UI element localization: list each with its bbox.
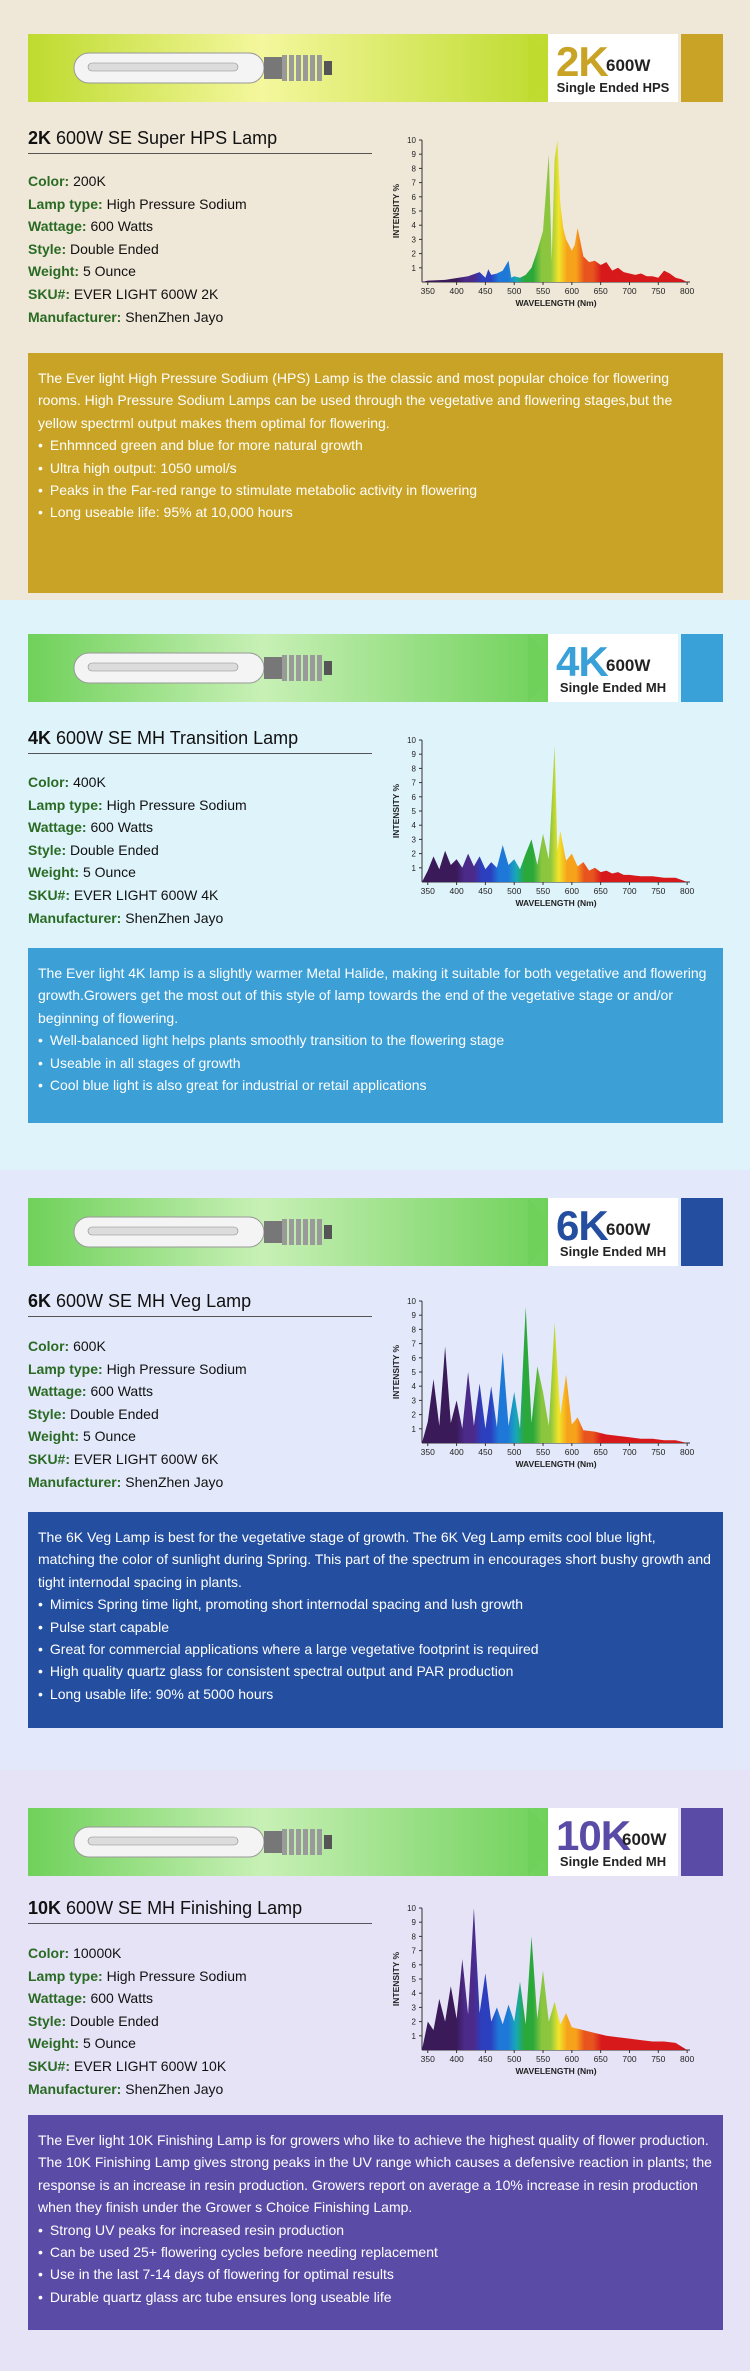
banner-color-bar bbox=[681, 1808, 723, 1876]
spec-value: Double Ended bbox=[66, 2012, 159, 2029]
spec-value: 600K bbox=[69, 1338, 106, 1354]
feature-list bbox=[38, 1029, 713, 1096]
feature-item: • Use in the last 7-14 days of flowering for optimal results bbox=[38, 2263, 713, 2285]
spec-key: SKU#: bbox=[28, 2057, 71, 2074]
spec-row bbox=[28, 238, 247, 261]
x-tick-label: 800 bbox=[680, 886, 695, 896]
y-tick-label: 1 bbox=[411, 2031, 416, 2041]
spec-list bbox=[28, 170, 247, 328]
x-tick-label: 750 bbox=[651, 286, 666, 296]
description-text: The Ever light High Pressure Sodium (HPS) Lamp is the classic and most popular choice for flowering rooms. High Pressure Sodium Lamps can be used through the vegetative and flowering stages,but the yellow spectrml output makes them optimal for flowering. bbox=[38, 370, 673, 431]
x-tick-label: 750 bbox=[651, 886, 666, 896]
description-box bbox=[28, 2115, 723, 2330]
x-axis-label: WAVELENGTH (Nm) bbox=[515, 298, 597, 308]
feature-item: • Useable in all stages of growth bbox=[38, 1052, 713, 1074]
feature-item: • Long useable life: 95% at 10,000 hours bbox=[38, 501, 713, 523]
feature-item: • Cool blue light is also great for industrial or retail applications bbox=[38, 1074, 713, 1096]
y-tick-label: 1 bbox=[411, 863, 416, 873]
lamp-image bbox=[68, 39, 338, 97]
spec-key: Weight: bbox=[28, 864, 80, 881]
spectrum-area bbox=[422, 140, 687, 282]
spec-row bbox=[28, 2010, 247, 2033]
spec-key: Style: bbox=[28, 1405, 67, 1422]
y-tick-label: 4 bbox=[411, 821, 416, 831]
lamp-watt-label: 600W bbox=[606, 1220, 651, 1239]
y-tick-label: 2 bbox=[411, 849, 416, 859]
y-tick-label: 8 bbox=[411, 764, 416, 774]
y-axis-label: INTENSITY % bbox=[391, 1344, 401, 1400]
spec-list bbox=[28, 1942, 247, 2100]
y-tick-label: 3 bbox=[411, 1396, 416, 1406]
x-tick-label: 650 bbox=[593, 286, 608, 296]
lamp-type-label: Single Ended HPS bbox=[556, 80, 670, 95]
y-tick-label: 4 bbox=[411, 221, 416, 231]
spec-key: Wattage: bbox=[28, 1990, 87, 2007]
y-tick-label: 6 bbox=[411, 1353, 416, 1363]
x-tick-label: 350 bbox=[420, 1447, 435, 1457]
spec-row bbox=[28, 1942, 247, 1965]
x-tick-label: 350 bbox=[420, 886, 435, 896]
description-box bbox=[28, 1512, 723, 1728]
description-box bbox=[28, 353, 723, 593]
spec-value: Double Ended bbox=[66, 240, 159, 257]
x-tick-label: 500 bbox=[507, 2054, 522, 2064]
x-tick-label: 700 bbox=[622, 2054, 637, 2064]
feature-item: • Ultra high output: 1050 umol/s bbox=[38, 457, 713, 479]
x-tick-label: 800 bbox=[680, 2054, 695, 2064]
y-tick-label: 9 bbox=[411, 750, 416, 760]
spec-value: 600 Watts bbox=[86, 1990, 153, 2007]
banner-color-bar bbox=[681, 1198, 723, 1266]
feature-item: • High quality quartz glass for consistent spectral output and PAR production bbox=[38, 1660, 713, 1682]
x-tick-label: 600 bbox=[564, 2054, 579, 2064]
spec-key: Lamp type: bbox=[28, 1967, 103, 1984]
spec-key: SKU#: bbox=[28, 886, 71, 903]
y-tick-label: 10 bbox=[407, 1297, 416, 1306]
product-title bbox=[28, 1291, 372, 1317]
spec-row bbox=[28, 170, 247, 193]
banner-2k bbox=[28, 34, 723, 102]
x-tick-label: 400 bbox=[449, 1447, 464, 1457]
lamp-image bbox=[68, 1813, 338, 1871]
x-tick-label: 400 bbox=[449, 286, 464, 296]
spec-value: 5 Ounce bbox=[79, 2035, 136, 2052]
spec-key: Manufacturer: bbox=[28, 2080, 122, 2097]
feature-list bbox=[38, 2219, 713, 2309]
chart-svg bbox=[388, 1900, 698, 2080]
description-text: The Ever light 10K Finishing Lamp is for growers who like to achieve the highest quality of flower production. The 10K Finishing Lamp gives strong peaks in the UV range which causes a defensive reaction in plants; the response is an increase in resin production. Growers report on average a 10% increase in resin production when they finish under the Grower s Choice Finishing Lamp. bbox=[38, 2132, 712, 2216]
spec-value: ShenZhen Jayo bbox=[121, 308, 224, 325]
spec-row bbox=[28, 306, 247, 329]
spec-key: Style: bbox=[28, 841, 67, 858]
banner-color-bar bbox=[681, 34, 723, 102]
feature-item: • Strong UV peaks for increased resin production bbox=[38, 2219, 713, 2241]
spec-row bbox=[28, 771, 247, 794]
y-tick-label: 6 bbox=[411, 192, 416, 202]
spec-value: 200K bbox=[69, 173, 106, 189]
x-tick-label: 600 bbox=[564, 1447, 579, 1457]
feature-list bbox=[38, 434, 713, 524]
lamp-type-label: Single Ended MH bbox=[559, 680, 667, 695]
product-title bbox=[28, 128, 372, 154]
spec-row bbox=[28, 260, 247, 283]
x-tick-label: 650 bbox=[593, 2054, 608, 2064]
spec-value: ShenZhen Jayo bbox=[121, 1473, 224, 1490]
y-tick-label: 9 bbox=[411, 1311, 416, 1321]
spec-key: Color: bbox=[28, 1338, 70, 1354]
x-axis-label: WAVELENGTH (Nm) bbox=[515, 1459, 597, 1469]
y-tick-label: 2 bbox=[411, 1410, 416, 1420]
spec-row bbox=[28, 907, 247, 930]
y-tick-label: 6 bbox=[411, 1960, 416, 1970]
y-tick-label: 6 bbox=[411, 792, 416, 802]
banner-label bbox=[548, 1198, 678, 1266]
feature-item: • Well-balanced light helps plants smoothly transition to the flowering stage bbox=[38, 1029, 713, 1051]
x-axis-label: WAVELENGTH (Nm) bbox=[515, 898, 597, 908]
lamp-watt-label: 600W bbox=[622, 1830, 667, 1849]
y-tick-label: 1 bbox=[411, 263, 416, 273]
title-text: 600W SE MH Veg Lamp bbox=[51, 1291, 252, 1311]
title-text: 600W SE Super HPS Lamp bbox=[51, 128, 278, 148]
spec-row bbox=[28, 1380, 247, 1403]
spec-key: SKU#: bbox=[28, 285, 71, 302]
banner-label bbox=[548, 1808, 678, 1876]
y-tick-label: 5 bbox=[411, 807, 416, 816]
lamp-image bbox=[68, 639, 338, 697]
y-tick-label: 10 bbox=[407, 136, 416, 145]
x-tick-label: 750 bbox=[651, 2054, 666, 2064]
lamp-image bbox=[68, 1203, 338, 1261]
x-tick-label: 350 bbox=[420, 286, 435, 296]
banner-label bbox=[548, 34, 678, 102]
x-tick-label: 450 bbox=[478, 286, 493, 296]
spec-key: Style: bbox=[28, 2012, 67, 2029]
spec-key: Color: bbox=[28, 1945, 70, 1961]
title-text: 600W SE MH Finishing Lamp bbox=[61, 1898, 303, 1918]
banner-6k bbox=[28, 1198, 723, 1266]
x-tick-label: 400 bbox=[449, 2054, 464, 2064]
y-tick-label: 8 bbox=[411, 1325, 416, 1335]
y-tick-label: 2 bbox=[411, 249, 416, 259]
lamp-watt-label: 600W bbox=[606, 56, 651, 75]
y-tick-label: 10 bbox=[407, 1904, 416, 1913]
y-tick-label: 7 bbox=[411, 178, 416, 188]
spec-value: EVER LIGHT 600W 4K bbox=[70, 886, 219, 903]
x-tick-label: 450 bbox=[478, 1447, 493, 1457]
lamp-type-label: Single Ended MH bbox=[559, 1244, 667, 1259]
x-tick-label: 600 bbox=[564, 886, 579, 896]
banner-color-bar bbox=[681, 634, 723, 702]
spec-value: EVER LIGHT 600W 2K bbox=[70, 285, 219, 302]
y-tick-label: 5 bbox=[411, 207, 416, 216]
feature-item: • Enhmnced green and blue for more natural growth bbox=[38, 434, 713, 456]
spec-key: Lamp type: bbox=[28, 796, 103, 813]
spec-value: 600 Watts bbox=[86, 218, 153, 235]
spec-key: Weight: bbox=[28, 2035, 80, 2052]
spec-value: High Pressure Sodium bbox=[102, 195, 247, 212]
spec-value: EVER LIGHT 600W 10K bbox=[70, 2057, 227, 2074]
spec-key: Color: bbox=[28, 173, 70, 189]
spec-key: Style: bbox=[28, 240, 67, 257]
x-tick-label: 550 bbox=[535, 2054, 551, 2064]
y-tick-label: 3 bbox=[411, 235, 416, 245]
y-tick-label: 7 bbox=[411, 1339, 416, 1349]
y-tick-label: 8 bbox=[411, 164, 416, 174]
title-code: 4K bbox=[28, 728, 52, 748]
feature-item: • Pulse start capable bbox=[38, 1616, 713, 1638]
spectrum-area bbox=[422, 1307, 687, 1443]
spec-value: High Pressure Sodium bbox=[102, 1360, 247, 1377]
spec-row bbox=[28, 1403, 247, 1426]
x-tick-label: 500 bbox=[507, 286, 522, 296]
x-tick-label: 550 bbox=[535, 1447, 551, 1457]
spec-key: Lamp type: bbox=[28, 195, 103, 212]
spectrum-chart bbox=[388, 1900, 698, 2080]
chart-svg bbox=[388, 732, 698, 912]
spec-row bbox=[28, 283, 247, 306]
spec-row bbox=[28, 1358, 247, 1381]
title-code: 6K bbox=[28, 1291, 52, 1311]
x-tick-label: 700 bbox=[622, 1447, 637, 1457]
spec-row bbox=[28, 215, 247, 238]
lamp-type-label: Single Ended MH bbox=[559, 1854, 667, 1869]
spec-key: Weight: bbox=[28, 263, 80, 280]
banner-strip bbox=[28, 1808, 548, 1876]
spec-value: 600 Watts bbox=[86, 1383, 153, 1400]
x-tick-label: 800 bbox=[680, 1447, 695, 1457]
lamp-k-label: 6K bbox=[556, 1202, 608, 1249]
spec-value: 5 Ounce bbox=[79, 1428, 136, 1445]
lamp-k-label: 4K bbox=[556, 638, 608, 685]
banner-strip bbox=[28, 634, 548, 702]
x-tick-label: 800 bbox=[680, 286, 695, 296]
spec-value: Double Ended bbox=[66, 841, 159, 858]
x-tick-label: 500 bbox=[507, 886, 522, 896]
feature-list bbox=[38, 1593, 713, 1705]
x-tick-label: 350 bbox=[420, 2054, 435, 2064]
spec-row bbox=[28, 1471, 247, 1494]
feature-item: • Peaks in the Far-red range to stimulate metabolic activity in flowering bbox=[38, 479, 713, 501]
spectrum-area bbox=[422, 1908, 687, 2050]
spec-row bbox=[28, 193, 247, 216]
spec-row bbox=[28, 794, 247, 817]
spec-row bbox=[28, 1448, 247, 1471]
spectrum-chart bbox=[388, 732, 698, 912]
spec-row bbox=[28, 839, 247, 862]
banner-strip bbox=[28, 1198, 548, 1266]
spec-row bbox=[28, 1335, 247, 1358]
spec-key: Wattage: bbox=[28, 218, 87, 235]
y-tick-label: 3 bbox=[411, 2003, 416, 2013]
banner-label bbox=[548, 634, 678, 702]
spectrum-chart bbox=[388, 132, 698, 312]
spec-row bbox=[28, 816, 247, 839]
y-tick-label: 7 bbox=[411, 778, 416, 788]
y-tick-label: 2 bbox=[411, 2017, 416, 2027]
lamp-k-label: 2K bbox=[556, 38, 608, 85]
description-text: The Ever light 4K lamp is a slightly warmer Metal Halide, making it suitable for both vegetative and flowering growth.Growers get the most out of this style of lamp towards the end of the vegetative stage or and/or beginning of flowering. bbox=[38, 965, 707, 1026]
spec-row bbox=[28, 2078, 247, 2101]
spec-key: Weight: bbox=[28, 1428, 80, 1445]
x-tick-label: 600 bbox=[564, 286, 579, 296]
spec-key: SKU#: bbox=[28, 1450, 71, 1467]
x-tick-label: 550 bbox=[535, 886, 551, 896]
y-tick-label: 1 bbox=[411, 1424, 416, 1434]
chart-svg bbox=[388, 132, 698, 312]
spec-row bbox=[28, 861, 247, 884]
x-tick-label: 650 bbox=[593, 1447, 608, 1457]
x-tick-label: 500 bbox=[507, 1447, 522, 1457]
spec-row bbox=[28, 1987, 247, 2010]
lamp-k-label: 10K bbox=[556, 1812, 631, 1859]
lamp-watt-label: 600W bbox=[606, 656, 651, 675]
spec-value: EVER LIGHT 600W 6K bbox=[70, 1450, 219, 1467]
spec-value: 600 Watts bbox=[86, 819, 153, 836]
spec-value: High Pressure Sodium bbox=[102, 1967, 247, 1984]
y-tick-label: 4 bbox=[411, 1382, 416, 1392]
x-tick-label: 700 bbox=[622, 286, 637, 296]
y-tick-label: 8 bbox=[411, 1932, 416, 1942]
banner-10k bbox=[28, 1808, 723, 1876]
chart-svg bbox=[388, 1293, 698, 1473]
spec-value: 5 Ounce bbox=[79, 864, 136, 881]
feature-item: • Can be used 25+ flowering cycles before needing replacement bbox=[38, 2241, 713, 2263]
y-axis-label: INTENSITY % bbox=[391, 783, 401, 839]
y-tick-label: 9 bbox=[411, 150, 416, 160]
x-tick-label: 450 bbox=[478, 886, 493, 896]
feature-item: • Durable quartz glass arc tube ensures long useable life bbox=[38, 2286, 713, 2308]
spec-value: 5 Ounce bbox=[79, 263, 136, 280]
spec-value: 400K bbox=[69, 774, 106, 790]
spec-value: ShenZhen Jayo bbox=[121, 2080, 224, 2097]
y-axis-label: INTENSITY % bbox=[391, 1951, 401, 2007]
feature-item: • Mimics Spring time light, promoting short internodal spacing and lush growth bbox=[38, 1593, 713, 1615]
spec-list bbox=[28, 771, 247, 929]
y-axis-label: INTENSITY % bbox=[391, 183, 401, 239]
y-tick-label: 7 bbox=[411, 1946, 416, 1956]
spectrum-area bbox=[422, 746, 687, 882]
spec-value: High Pressure Sodium bbox=[102, 796, 247, 813]
y-tick-label: 5 bbox=[411, 1368, 416, 1377]
spec-key: Wattage: bbox=[28, 819, 87, 836]
y-tick-label: 4 bbox=[411, 1989, 416, 1999]
spec-key: Lamp type: bbox=[28, 1360, 103, 1377]
spec-row bbox=[28, 1965, 247, 1988]
x-tick-label: 750 bbox=[651, 1447, 666, 1457]
spec-value: 10000K bbox=[69, 1945, 122, 1961]
x-tick-label: 550 bbox=[535, 286, 551, 296]
y-tick-label: 5 bbox=[411, 1975, 416, 1984]
title-code: 10K bbox=[28, 1898, 62, 1918]
spec-key: Manufacturer: bbox=[28, 1473, 122, 1490]
spec-row bbox=[28, 2032, 247, 2055]
x-axis-label: WAVELENGTH (Nm) bbox=[515, 2066, 597, 2076]
title-code: 2K bbox=[28, 128, 52, 148]
x-tick-label: 700 bbox=[622, 886, 637, 896]
spec-row bbox=[28, 2055, 247, 2078]
spec-row bbox=[28, 884, 247, 907]
feature-item: • Great for commercial applications where a large vegetative footprint is required bbox=[38, 1638, 713, 1660]
product-title bbox=[28, 1898, 372, 1924]
spec-list bbox=[28, 1335, 247, 1493]
banner-strip bbox=[28, 34, 548, 102]
spectrum-chart bbox=[388, 1293, 698, 1473]
spec-value: ShenZhen Jayo bbox=[121, 909, 224, 926]
description-text: The 6K Veg Lamp is best for the vegetative stage of growth. The 6K Veg Lamp emits cool blue light, matching the color of sunlight during Spring. This part of the spectrum in encourages short bushy growth and tight internodal spacing in plants. bbox=[38, 1529, 711, 1590]
y-tick-label: 10 bbox=[407, 736, 416, 745]
y-tick-label: 3 bbox=[411, 835, 416, 845]
feature-item: • Long usable life: 90% at 5000 hours bbox=[38, 1683, 713, 1705]
x-tick-label: 400 bbox=[449, 886, 464, 896]
spec-key: Manufacturer: bbox=[28, 308, 122, 325]
title-text: 600W SE MH Transition Lamp bbox=[51, 728, 299, 748]
x-tick-label: 650 bbox=[593, 886, 608, 896]
y-tick-label: 9 bbox=[411, 1918, 416, 1928]
description-box bbox=[28, 948, 723, 1123]
spec-key: Manufacturer: bbox=[28, 909, 122, 926]
spec-key: Color: bbox=[28, 774, 70, 790]
banner-4k bbox=[28, 634, 723, 702]
product-title bbox=[28, 728, 372, 754]
spec-row bbox=[28, 1425, 247, 1448]
x-tick-label: 450 bbox=[478, 2054, 493, 2064]
spec-key: Wattage: bbox=[28, 1383, 87, 1400]
spec-value: Double Ended bbox=[66, 1405, 159, 1422]
